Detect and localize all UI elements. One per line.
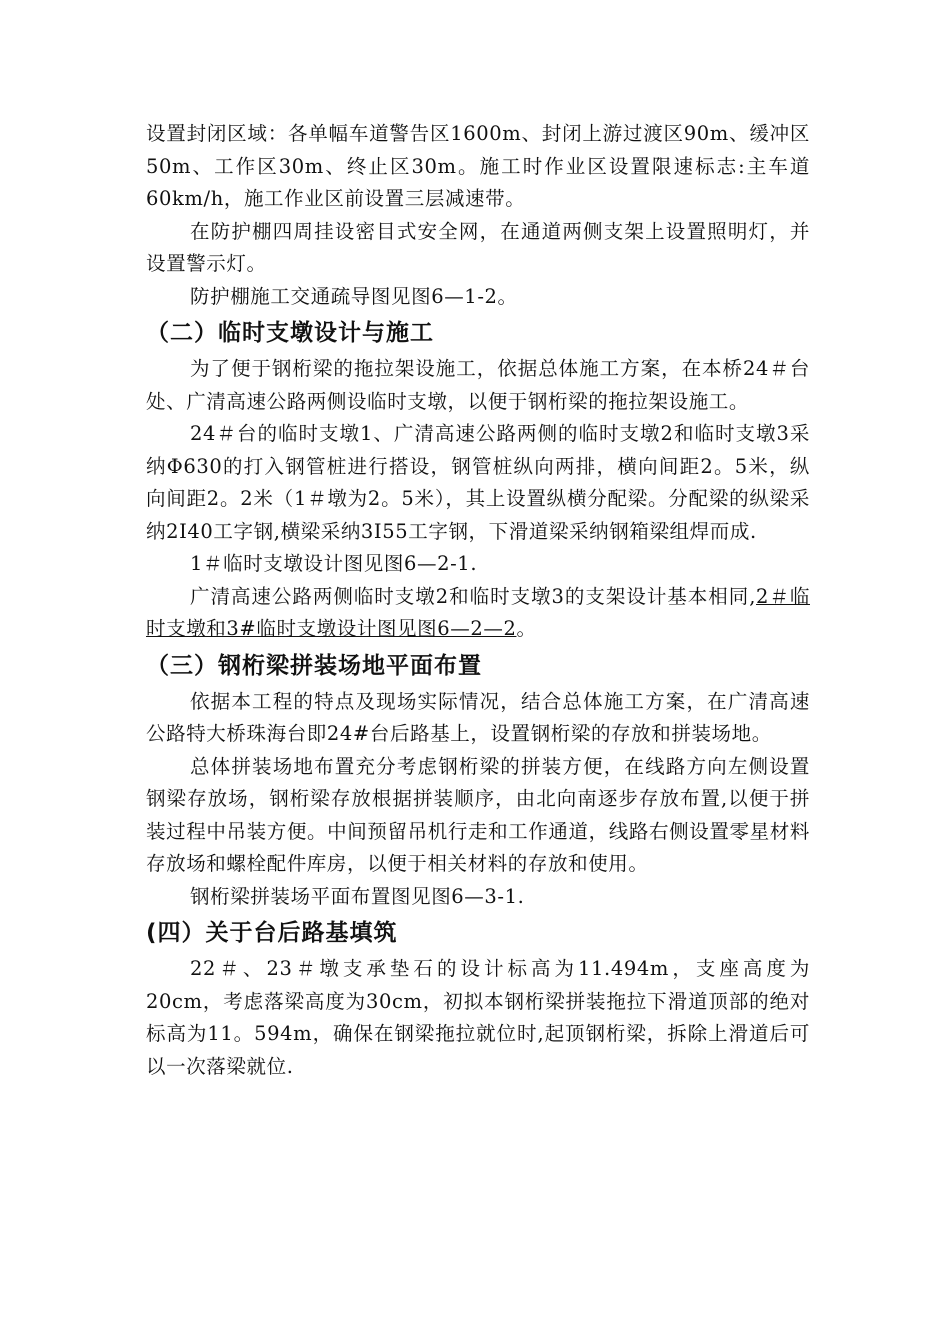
- section-heading-temporary-piers: （二）临时支墩设计与施工: [146, 320, 434, 346]
- section-heading-roadbed-fill: (四）关于台后路基填筑: [146, 920, 398, 946]
- document-page: [146, 118, 810, 1083]
- pier2-3-text: 广清高速公路两侧临时支墩2和临时支墩3的支架设计基本相同,: [190, 584, 757, 608]
- paragraph-assembly-yard-figure-ref: 钢桁梁拼装场平面布置图见图6—3-1.: [190, 884, 525, 908]
- paragraph-steel-pipe-piles: 24＃台的临时支墩1、广清高速公路两侧的临时支墩2和临时支墩3采纳Φ630的打入钢管桩进行搭设，钢管桩纵向两排，横向间距2。5米，纵向间距2。2米（1＃墩为2。5米），其上设置纵横分配梁。分配梁的纵梁采纳2I40工字钢,横梁采纳3I55工字钢，下滑道梁采纳钢箱梁组焊而成.: [146, 422, 810, 543]
- paragraph-traffic-figure-ref: 防护棚施工交通疏导图见图6—1-2。: [190, 284, 518, 308]
- pier2-3-figure-ref-underlined: 2＃临时支墩和3#临时支墩设计图见图6—2—2: [146, 584, 810, 640]
- paragraph-pier1-figure-ref: 1＃临时支墩设计图见图6—2-1.: [190, 552, 478, 575]
- section-heading-assembly-yard: （三）钢桁梁拼装场地平面布置: [146, 652, 482, 679]
- paragraph-elevation-design: 22＃、23＃墩支承垫石的设计标高为11.494m，支座高度为20cm，考虑落梁高度为30cm，初拟本钢桁梁拼装拖拉下滑道顶部的绝对标高为11。594m，确保在钢梁拖拉就位时,起顶钢桁梁，拆除上滑道后可以一次落梁就位.: [146, 957, 810, 1078]
- paragraph-assembly-yard-location: 依据本工程的特点及现场实际情况，结合总体施工方案，在广清高速公路特大桥珠海台即24#台后路基上，设置钢桁梁的存放和拼装场地。: [146, 689, 810, 745]
- paragraph-safety-net: 在防护棚四周挂设密目式安全网，在通道两侧支架上设置照明灯，并设置警示灯。: [146, 219, 810, 275]
- paragraph-pier2-3-design: [146, 581, 810, 646]
- pier2-3-period: 。: [516, 617, 537, 640]
- paragraph-temporary-pier-purpose: 为了便于钢桁梁的拖拉架设施工，依据总体施工方案，在本桥24＃台处、广清高速公路两侧设临时支墩，以便于钢桁梁的拖拉架设施工。: [146, 357, 810, 413]
- paragraph-closure-zones: 设置封闭区域：各单幅车道警告区1600m、封闭上游过渡区90m、缓冲区50m、工作区30m、终止区30m。施工时作业区设置限速标志:主车道60km/h，施工作业区前设置三层减速带。: [146, 122, 810, 210]
- paragraph-assembly-yard-layout: 总体拼装场地布置充分考虑钢桁梁的拼装方便，在线路方向左侧设置钢梁存放场，钢桁梁存放根据拼装顺序，由北向南逐步存放布置,以便于拼装过程中吊装方便。中间预留吊机行走和工作通道，线路右侧设置零星材料存放场和螺栓配件库房，以便于相关材料的存放和使用。: [146, 754, 810, 875]
